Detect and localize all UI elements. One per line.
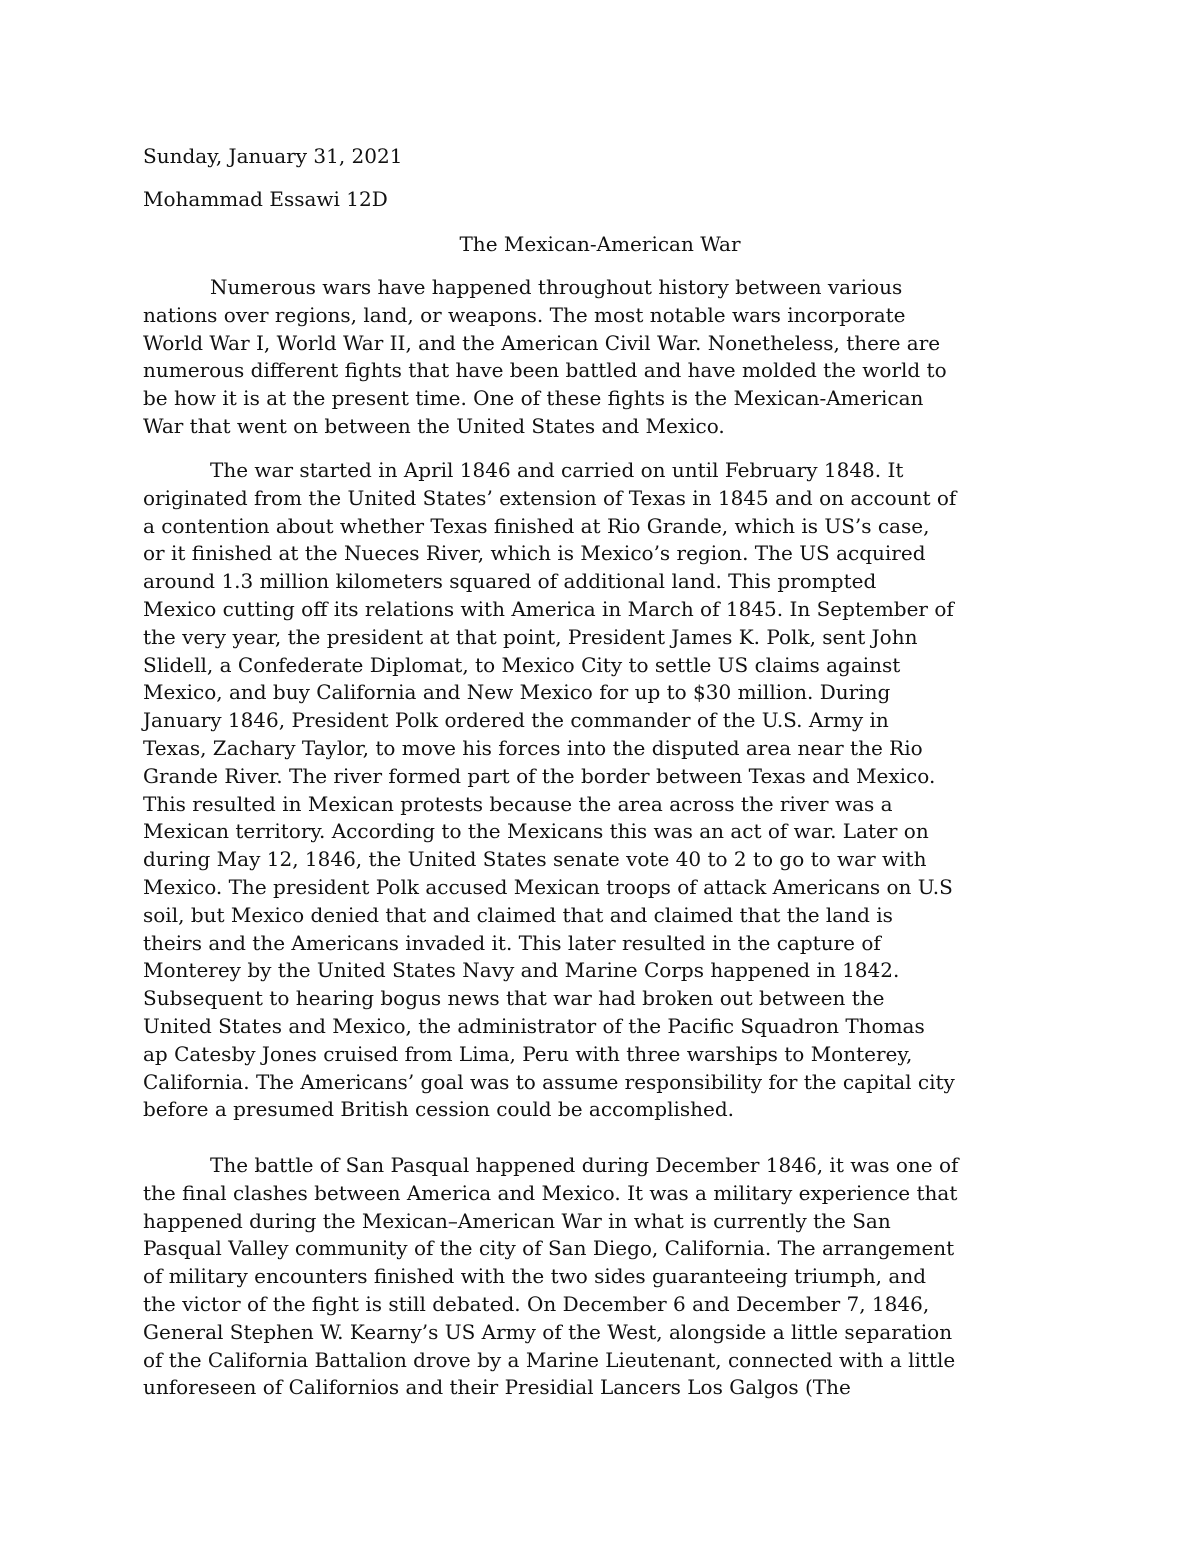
paragraph-line: United States and Mexico, the administrator of the Pacific Squadron Thomas	[143, 1013, 925, 1038]
paragraph-line: Mexico. The president Polk accused Mexican troops of attack Americans on U.S	[143, 874, 953, 899]
paragraph-line: originated from the United States’ extension of Texas in 1845 and on account of	[143, 485, 957, 510]
paragraph-line: Monterey by the United States Navy and Marine Corps happened in 1842.	[143, 958, 900, 983]
paragraph-line: Numerous wars have happened throughout history between various	[210, 275, 903, 299]
paragraph-line: Pasqual Valley community of the city of San Diego, California. The arrangement	[143, 1236, 955, 1261]
paragraph-line: soil, but Mexico denied that and claimed that and claimed that the land is	[143, 902, 893, 927]
author-line: Mohammad Essawi 12D	[143, 187, 388, 211]
paragraph-line: around 1.3 million kilometers squared of additional land. This prompted	[143, 569, 877, 594]
paragraph-line: Mexican territory. According to the Mexicans this was an act of war. Later on	[143, 819, 929, 844]
document-title: The Mexican-American War	[459, 232, 741, 256]
paragraph-line: General Stephen W. Kearny’s US Army of the West, alongside a little separation	[143, 1319, 953, 1344]
paragraph-line: Subsequent to hearing bogus news that war had broken out between the	[143, 986, 885, 1011]
paragraph-2	[143, 457, 1063, 1124]
paragraph-line: January 1846, President Polk ordered the commander of the U.S. Army in	[143, 708, 889, 733]
paragraph-line: unforeseen of Californios and their Presidial Lancers Los Galgos (The	[143, 1375, 851, 1400]
paragraph-line: Slidell, a Confederate Diplomat, to Mexico City to settle US claims against	[143, 652, 901, 677]
paragraph-line: of military encounters finished with the two sides guaranteeing triumph, and	[143, 1264, 927, 1289]
paragraph-line: the final clashes between America and Mexico. It was a military experience that	[143, 1180, 958, 1205]
paragraph-line: The battle of San Pasqual happened during December 1846, it was one of	[210, 1153, 959, 1177]
paragraph-line: a contention about whether Texas finished at Rio Grande, which is US’s case,	[143, 513, 930, 538]
paragraph-line: of the California Battalion drove by a Marine Lieutenant, connected with a little	[143, 1347, 956, 1372]
paragraph-1	[143, 274, 1063, 441]
paragraph-line: or it finished at the Nueces River, which is Mexico’s region. The US acquired	[143, 541, 926, 566]
paragraph-line: theirs and the Americans invaded it. This later resulted in the capture of	[143, 930, 881, 955]
paragraph-line: the victor of the fight is still debated. On December 6 and December 7, 1846,	[143, 1291, 930, 1316]
paragraph-line: Texas, Zachary Taylor, to move his forces into the disputed area near the Rio	[143, 735, 923, 760]
paragraph-line: before a presumed British cession could be accomplished.	[143, 1097, 734, 1122]
paragraph-line: ap Catesby Jones cruised from Lima, Peru with three warships to Monterey,	[143, 1041, 913, 1066]
paragraph-line: Mexico, and buy California and New Mexico for up to $30 million. During	[143, 680, 891, 705]
paragraph-line: World War I, World War II, and the American Civil War. Nonetheless, there are	[143, 330, 941, 355]
paragraph-line: nations over regions, land, or weapons. The most notable wars incorporate	[143, 302, 906, 327]
document-date: Sunday, January 31, 2021	[143, 144, 403, 168]
paragraph-line: This resulted in Mexican protests because the area across the river was a	[143, 791, 893, 816]
paragraph-line: War that went on between the United States and Mexico.	[143, 413, 725, 438]
paragraph-line: California. The Americans’ goal was to assume responsibility for the capital city	[143, 1069, 955, 1094]
paragraph-line: Mexico cutting off its relations with America in March of 1845. In September of	[143, 596, 954, 621]
paragraph-line: be how it is at the present time. One of these fights is the Mexican-American	[143, 386, 924, 411]
paragraph-line: the very year, the president at that point, President James K. Polk, sent John	[143, 624, 918, 649]
paragraph-line: during May 12, 1846, the United States senate vote 40 to 2 to go to war with	[143, 847, 927, 872]
paragraph-line: The war started in April 1846 and carried on until February 1848. It	[210, 458, 904, 482]
paragraph-3	[143, 1152, 1063, 1402]
paragraph-line: numerous different fights that have been battled and have molded the world to	[143, 358, 947, 383]
paragraph-line: Grande River. The river formed part of the border between Texas and Mexico.	[143, 763, 936, 788]
paragraph-line: happened during the Mexican–American War in what is currently the San	[143, 1208, 891, 1233]
